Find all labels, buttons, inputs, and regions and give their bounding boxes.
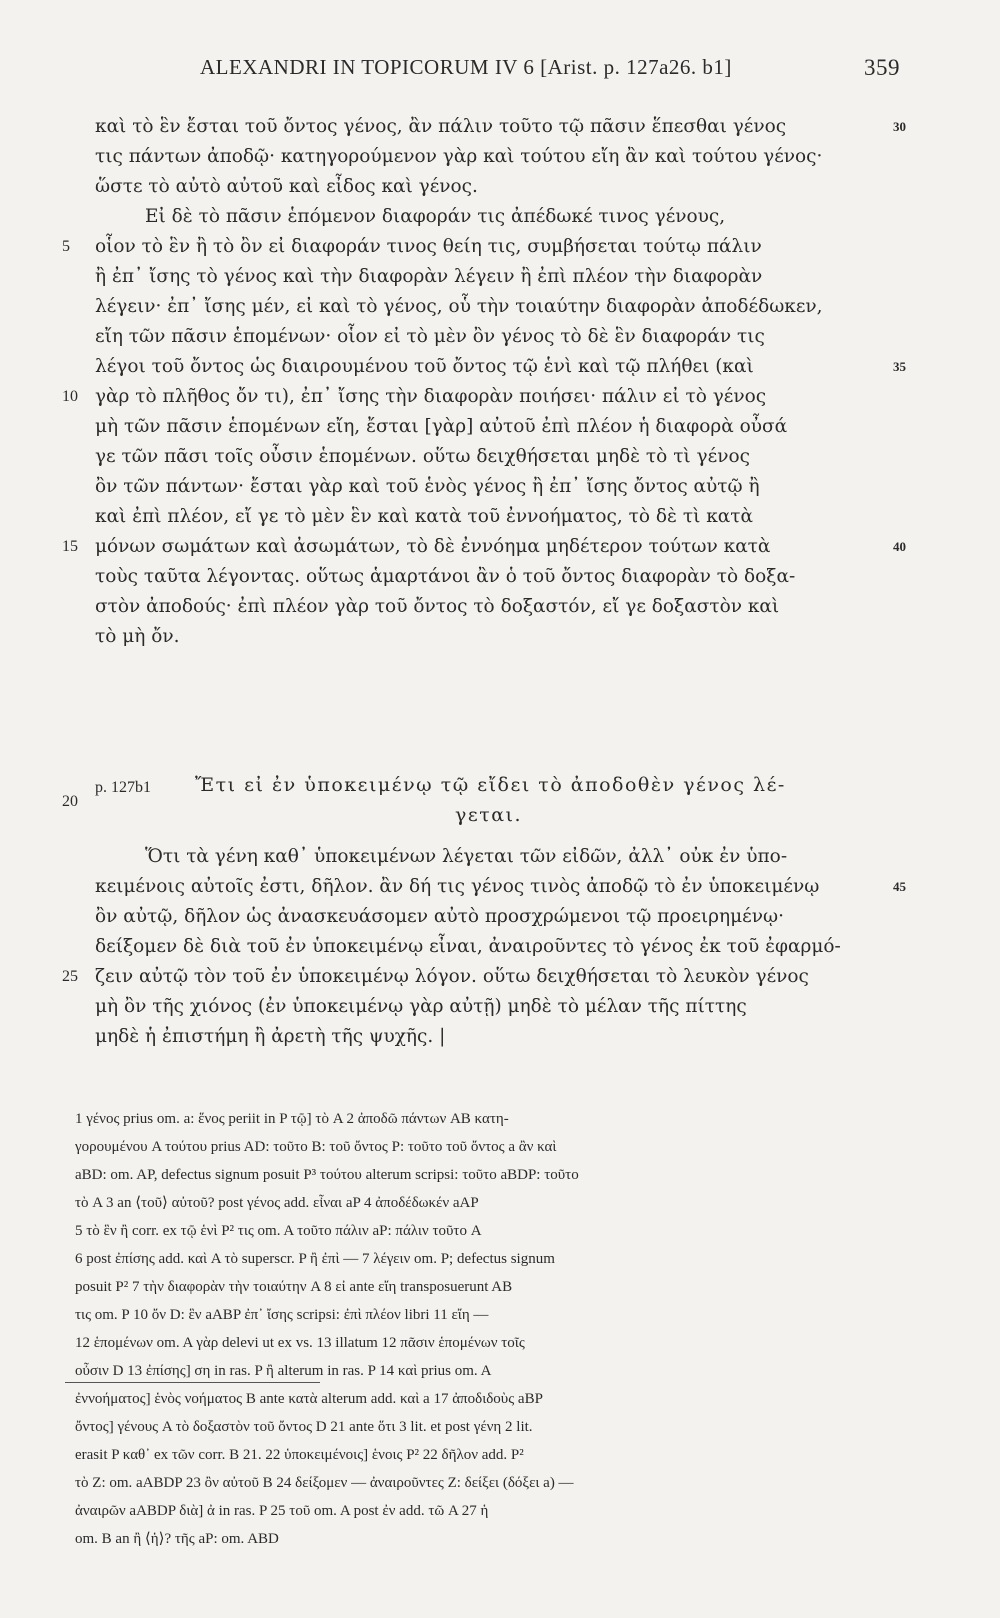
text-line: καὶ τὸ ἓν ἔσται τοῦ ὄντος γένος, ἂν πάλιν τοῦτο τῷ πᾶσιν ἕπεσθαι γένος [95,116,787,137]
text-line: τις πάντων ἀποδῷ· κατηγορούμενον γὰρ καὶ τούτου εἴη ἂν καὶ τούτου γένος· [95,146,823,167]
text-line: ἢ ἐπ᾽ ἴσης τὸ γένος καὶ τὴν διαφορὰν λέγειν ἢ ἐπὶ πλέον τὴν διαφορὰν [95,266,763,287]
text-line: ὥστε τὸ αὐτὸ αὐτοῦ καὶ εἶδος καὶ γένος. [95,176,478,197]
apparatus-line: 5 τὸ ἓν ἢ corr. ex τῷ ἑνὶ P² τις om. A τοῦτο πάλιν aP: πάλιν τοῦτο A [75,1223,482,1239]
text-line: ὂν αὐτῷ, δῆλον ὡς ἀνασκευάσομεν αὐτὸ προσχρώμενοι τῷ προειρημένῳ· [95,906,784,927]
text-line: τὸ μὴ ὄν. [95,626,180,647]
margin-number: 45 [893,879,906,894]
margin-number: 40 [893,539,906,554]
section-heading-continuation: γεται. [455,804,523,826]
text-line: κειμένοις αὐτοῖς ἐστι, δῆλον. ἂν δή τις γένος τινὸς ἀποδῷ τὸ ἐν ὑποκειμένῳ [95,876,820,897]
apparatus-line: τὸ A 3 an ⟨τοῦ⟩ αὐτοῦ? post γένος add. εἶναι aP 4 ἀποδέδωκέν aAP [75,1195,479,1211]
line-number: 20 [62,793,78,810]
apparatus-line: οὖσιν D 13 ἐπίσης] ση in ras. P ἢ alterum in ras. P 14 καὶ prius om. A [75,1363,492,1379]
apparatus-line: ὄντος] γένους A τὸ δοξαστὸν τοῦ ὄντος D 21 ante ὅτι 3 lit. et post γένη 2 lit. [75,1419,533,1435]
text-line: μηδὲ ἡ ἐπιστήμη ἢ ἀρετὴ τῆς ψυχῆς. | [95,1026,446,1047]
line-number: 5 [62,238,70,255]
text-line: Εἰ δὲ τὸ πᾶσιν ἑπόμενον διαφοράν τις ἀπέδωκέ τινος γένους, [145,206,726,227]
text-line: τοὺς ταῦτα λέγοντας. οὕτως ἁμαρτάνοι ἂν ὁ τοῦ ὄντος διαφορὰν τὸ δοξα- [95,566,796,587]
text-line: ὂν τῶν πάντων· ἔσται γὰρ καὶ τοῦ ἑνὸς γένος ἢ ἐπ᾽ ἴσης ὄντος αὐτῷ ἢ [95,476,760,497]
line-number: 15 [62,538,78,555]
text-line: καὶ ἐπὶ πλέον, εἴ γε τὸ μὲν ἓν καὶ κατὰ τοῦ ἐννοήματος, τὸ δὲ τὶ κατὰ [95,506,754,527]
line-number: 10 [62,388,78,405]
aristotle-reference: p. 127b1 [95,779,151,796]
line-number: 25 [62,968,78,985]
text-line: εἴη τῶν πᾶσιν ἑπομένων· οἷον εἰ τὸ μὲν ὂν γένος τὸ δὲ ἓν διαφοράν τις [95,326,765,347]
apparatus-line: τὸ Z: om. aABDP 23 ὂν αὐτοῦ B 24 δείξομεν — ἀναιροῦντες Z: δείξει (δόξει a) — [75,1475,574,1491]
text-line: λέγοι τοῦ ὄντος ὡς διαιρουμένου τοῦ ὄντος τῷ ἑνὶ καὶ τῷ πλήθει (καὶ [95,356,754,377]
page-number: 359 [864,55,900,80]
text-line: γε τῶν πᾶσι τοῖς οὖσιν ἑπομένων. οὕτω δειχθήσεται μηδὲ τὸ τὶ γένος [95,446,750,467]
apparatus-line: γορουμένου A τούτου prius AD: τοῦτο B: τοῦ ὄντος P: τοῦτο τοῦ ὄντος a ἂν καὶ [75,1139,557,1155]
margin-number: 30 [893,119,906,134]
text-line: μὴ τῶν πᾶσιν ἑπομένων εἴη, ἔσται [γὰρ] αὐτοῦ ἐπὶ πλέον ἡ διαφορὰ οὖσά [95,416,788,437]
text-line: μόνων σωμάτων καὶ ἀσωμάτων, τὸ δὲ ἐννόημα μηδέτερον τούτων κατὰ [95,536,771,557]
apparatus-line: 6 post ἐπίσης add. καὶ A τὸ superscr. P ἢ ἐπὶ — 7 λέγειν om. P; defectus signum [75,1251,555,1267]
apparatus-line: 12 ἑπομένων om. A γὰρ delevi ut ex vs. 13 illatum 12 πᾶσιν ἑπομένων τοῖς [75,1335,525,1351]
text-line: στὸν ἀποδούς· ἐπὶ πλέον γὰρ τοῦ ὄντος τὸ δοξαστόν, εἴ γε δοξαστὸν καὶ [95,596,780,617]
text-line: λέγειν· ἐπ᾽ ἴσης μέν, εἰ καὶ τὸ γένος, οὗ τὴν τοιαύτην διαφορὰν ἀποδέδωκεν, [95,296,823,317]
apparatus-line: 1 γένος prius om. a: ἕνος periit in P τῷ] τὸ A 2 ἀποδῶ πάντων AB κατη- [75,1111,509,1127]
text-line: οἷον τὸ ἓν ἢ τὸ ὂν εἰ διαφοράν τινος θείη τις, συμβήσεται τούτῳ πάλιν [95,236,762,257]
section-heading: Ἔτι εἰ ἐν ὑποκειμένῳ τῷ εἴδει τὸ ἀποδοθὲν γένος λέ- [195,774,786,796]
text-line: δείξομεν δὲ διὰ τοῦ ἐν ὑποκειμένῳ εἶναι, ἀναιροῦντες τὸ γένος ἐκ τοῦ ἐφαρμό- [95,936,841,957]
text-line: γὰρ τὸ πλῆθος ὄν τι), ἐπ᾽ ἴσης τὴν διαφορὰν ποιήσει· πάλιν εἰ τὸ γένος [95,386,767,407]
apparatus-line: aBD: om. AP, defectus signum posuit P³ τούτου alterum scripsi: τοῦτο aBDP: τοῦτο [75,1167,579,1183]
apparatus-line: ἐννοήματος] ἑνὸς νοήματος B ante κατὰ alterum add. καὶ a 17 ἀποδιδοὺς aBP [75,1391,543,1407]
running-title: ALEXANDRI IN TOPICORUM IV 6 [Arist. p. 127a26. b1] [200,55,732,79]
apparatus-line: τις om. P 10 ὄν D: ἓν aABP ἐπ᾽ ἴσης scripsi: ἐπὶ πλέον libri 11 εἴη — [75,1307,489,1323]
margin-number: 35 [893,359,906,374]
text-line: ζειν αὐτῷ τὸν τοῦ ἐν ὑποκειμένῳ λόγον. οὕτω δειχθήσεται τὸ λευκὸν γένος [95,966,809,987]
apparatus-line: posuit P² 7 τὴν διαφορὰν τὴν τοιαύτην A 8 εἰ ante εἴη transposuerunt AB [75,1279,513,1295]
text-line: Ὅτι τὰ γένη καθ᾽ ὑποκειμένων λέγεται τῶν εἰδῶν, ἀλλ᾽ οὐκ ἐν ὑπο- [145,846,788,867]
text-line: μὴ ὂν τῆς χιόνος (ἐν ὑποκειμένῳ γὰρ αὐτῇ) μηδὲ τὸ μέλαν τῆς πίττης [95,996,747,1017]
running-header [200,55,900,85]
apparatus-line: erasit P καθ᾽ ex τῶν corr. B 21. 22 ὑποκειμένοις] ἑνοις P² 22 δῆλον add. P² [75,1447,524,1463]
apparatus-line: om. B an ἢ ⟨ἡ⟩? τῆς aP: om. ABD [75,1531,279,1547]
apparatus-line: ἀναιρῶν aABDP διὰ] ἀ in ras. P 25 τοῦ om. A post ἐν add. τῶ A 27 ἡ [75,1503,489,1519]
